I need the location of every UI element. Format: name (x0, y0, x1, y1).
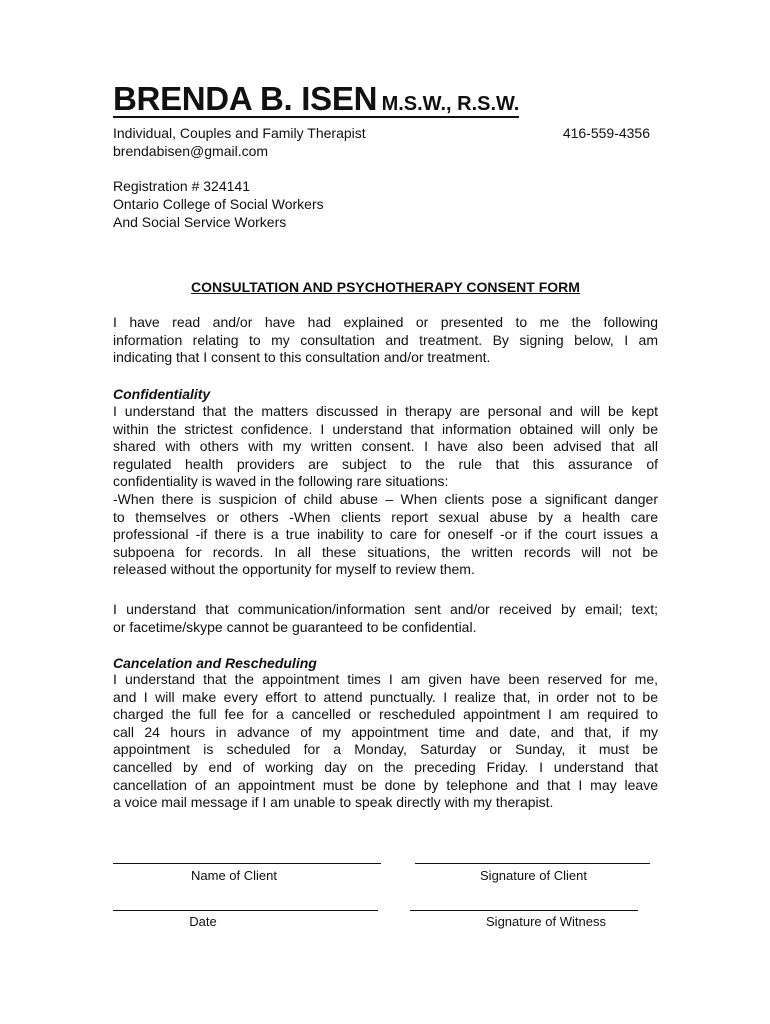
college-line-2: And Social Service Workers (113, 214, 287, 230)
therapist-name: BRENDA B. ISEN (113, 80, 378, 117)
communication-paragraph (113, 601, 658, 636)
form-title: CONSULTATION AND PSYCHOTHERAPY CONSENT FORM (191, 279, 580, 295)
client-name-line[interactable] (113, 863, 381, 864)
cancelation-heading: Cancelation and Rescheduling (113, 655, 317, 671)
therapist-phone: 416-559-4356 (562, 125, 650, 141)
college-line-1: Ontario College of Social Workers (113, 196, 324, 212)
cancelation-line: I understand that the appointment times I am given have been reserved for me, (113, 671, 658, 687)
confidentiality-line: I understand that the matters discussed in therapy are personal and will be kept (113, 403, 658, 419)
therapist-credentials: M.S.W., R.S.W. (381, 93, 520, 115)
date-line[interactable] (113, 910, 378, 911)
confidentiality-line: professional -if there is a true inability to care for oneself -or if the court issues a (113, 526, 658, 543)
therapist-name-heading (113, 82, 519, 118)
witness-signature-line[interactable] (410, 910, 638, 911)
cancelation-line: and I will make every effort to attend punctually. I realize that, in order not to be (113, 688, 658, 705)
confidentiality-line: confidentiality is waved in the following rare situations: (113, 473, 449, 490)
intro-line: I have read and/or have had explained or presented to me the following (113, 314, 658, 330)
client-signature-line[interactable] (415, 863, 650, 864)
client-signature-label: Signature of Client (480, 868, 587, 883)
communication-line: or facetime/skype cannot be guaranteed to be confidential. (113, 618, 477, 635)
client-name-label: Name of Client (191, 868, 277, 883)
confidentiality-line: to themselves or others -When clients report sexual abuse by a health care (113, 508, 658, 525)
cancelation-line: cancellation of an appointment must be done by telephone and that I may leave (113, 776, 658, 793)
registration-number: Registration # 324141 (113, 178, 250, 194)
intro-paragraph (113, 314, 658, 367)
cancelation-line: call 24 hours in advance of my appointment time and date, and that, if my (113, 723, 658, 740)
confidentiality-line: -When there is suspicion of child abuse – When clients pose a significant danger (113, 490, 658, 507)
cancelation-line: a voice mail message if I am unable to speak directly with my therapist. (113, 794, 554, 811)
intro-line: information relating to my consultation and treatment. By signing below, I am (113, 331, 658, 348)
confidentiality-line: shared with others with my written consent. I have also been advised that all (113, 438, 658, 455)
cancelation-paragraph (113, 671, 658, 812)
confidentiality-line: subpoena for records. In all these situations, the written records will not be (113, 543, 658, 560)
cancelation-line: appointment is scheduled for a Monday, Saturday or Sunday, it must be (113, 741, 658, 758)
therapist-title: Individual, Couples and Family Therapist (113, 125, 366, 141)
confidentiality-line: within the strictest confidence. I understand that information obtained will only be (113, 420, 658, 437)
confidentiality-heading: Confidentiality (113, 386, 211, 402)
intro-line: indicating that I consent to this consultation and/or treatment. (113, 349, 491, 366)
witness-signature-label: Signature of Witness (486, 914, 606, 929)
cancelation-line: cancelled by end of working day on the preceding Friday. I understand that (113, 758, 658, 775)
confidentiality-line: released without the opportunity for myself to review them. (113, 561, 475, 578)
therapist-email: brendabisen@gmail.com (113, 143, 269, 159)
date-label: Date (189, 914, 217, 929)
confidentiality-line: regulated health providers are subject to the rule that this assurance of (113, 455, 658, 472)
confidentiality-paragraph (113, 403, 658, 579)
communication-line: I understand that communication/information sent and/or received by email; text; (113, 601, 658, 617)
cancelation-line: charged the full fee for a cancelled or rescheduled appointment I am required to (113, 706, 658, 723)
